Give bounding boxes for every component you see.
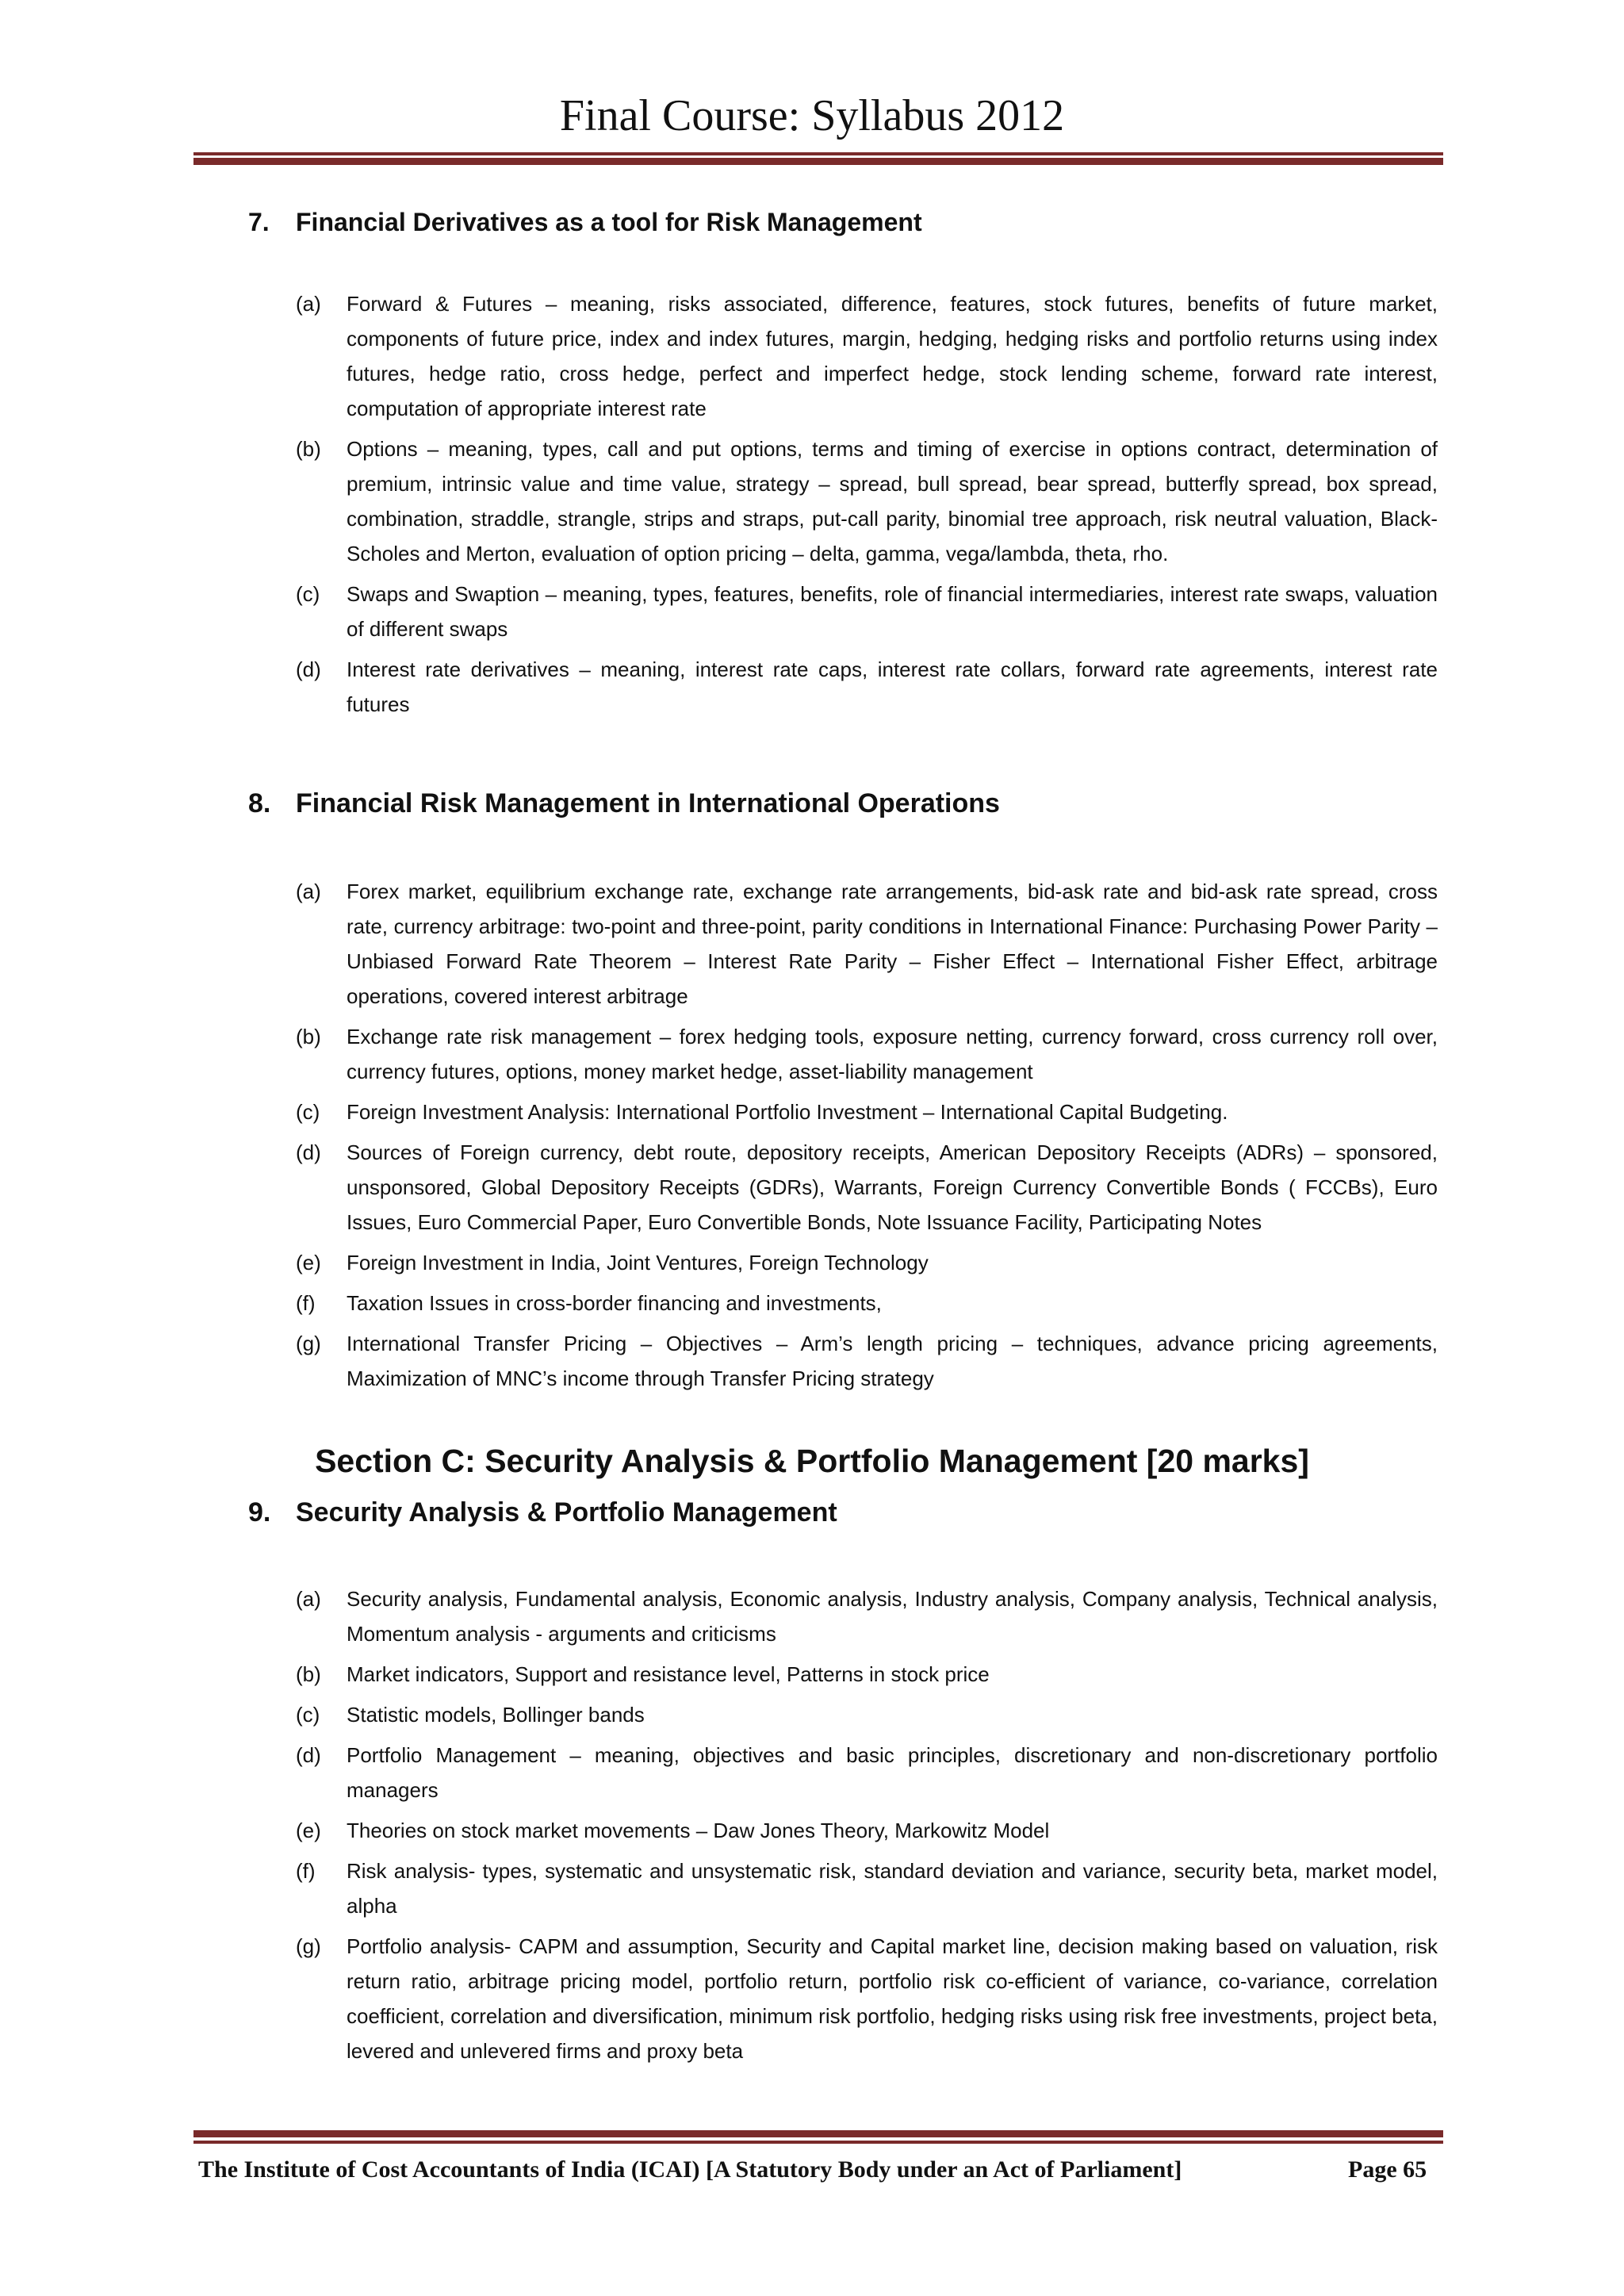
list-item: (g) Portfolio analysis- CAPM and assumption, Security and Capital market line, decision making based on valuation, risk return ratio, arbitrage pricing model, portfolio return, portfolio risk co-efficient of variance, co-variance, correlation coefficient, correlation and diversification, minimum risk portfolio, hedging risks using risk free investments, project beta, levered and unlevered firms and proxy beta	[296, 1934, 1438, 2063]
list-item: (d) Sources of Foreign currency, debt route, depository receipts, American Depository Receipts (ADRs) – sponsored, unsponsored, Global Depository Receipts (GDRs), Warrants, Foreign Currency Convertible Bonds ( FCCBs), Euro Issues, Euro Commercial Paper, Euro Convertible Bonds, Note Issuance Facility, Participating Notes	[296, 1140, 1438, 1234]
list-item: (a) Forex market, equilibrium exchange rate, exchange rate arrangements, bid-ask rate and bid-ask rate spread, cross rate, currency arbitrage: two-point and three-point, parity conditions in International Finance: Purchasing Power Parity – Unbiased Forward Rate Theorem – Interest Rate Parity – Fisher Effect – International Fisher Effect, arbitrage operations, covered interest arbitrage	[296, 880, 1438, 1008]
list-item: (f) Risk analysis- types, systematic and unsystematic risk, standard deviation and variance, security beta, market model, alpha	[296, 1859, 1438, 1918]
list-item: (d) Portfolio Management – meaning, objectives and basic principles, discretionary and non-discretionary portfolio managers	[296, 1743, 1438, 1802]
section-9-list	[296, 1581, 1438, 2074]
section-7-title: Financial Derivatives as a tool for Risk Management	[296, 208, 922, 236]
section-8-number: 8.	[248, 788, 271, 818]
list-item: (c) Foreign Investment Analysis: International Portfolio Investment – International Capital Budgeting.	[296, 1100, 1228, 1124]
section-9-title: Security Analysis & Portfolio Management	[296, 1497, 837, 1527]
page-title: Final Course: Syllabus 2012	[559, 91, 1065, 140]
section-c-heading: Section C: Security Analysis & Portfolio Management [20 marks]	[315, 1443, 1309, 1479]
list-item: (a) Security analysis, Fundamental analysis, Economic analysis, Industry analysis, Company analysis, Technical analysis, Momentum analysis - arguments and criticisms	[296, 1587, 1438, 1646]
header-rule-thin	[193, 152, 1443, 155]
list-item: (b) Exchange rate risk management – forex hedging tools, exposure netting, currency forward, cross currency roll over, currency futures, options, money market hedge, asset-liability management	[296, 1025, 1438, 1083]
list-item: (c) Statistic models, Bollinger bands	[296, 1703, 645, 1727]
section-7-list	[296, 286, 1438, 727]
section-8-title: Financial Risk Management in International Operations	[296, 788, 1000, 818]
list-item: (f) Taxation Issues in cross-border financing and investments,	[296, 1291, 882, 1315]
list-item: (a) Forward & Futures – meaning, risks associated, difference, features, stock futures, benefits of future market, components of future price, index and index futures, margin, hedging, hedging risks and portfolio returns using index futures, hedge ratio, cross hedge, perfect and imperfect hedge, stock lending scheme, forward rate interest, computation of appropriate interest rate	[296, 292, 1438, 420]
section-8-list	[296, 874, 1438, 1401]
section-7-number: 7.	[248, 208, 270, 236]
list-item: (e) Foreign Investment in India, Joint Ventures, Foreign Technology	[296, 1251, 929, 1274]
header-rule-thick	[193, 158, 1443, 165]
list-item: (b) Market indicators, Support and resistance level, Patterns in stock price	[296, 1662, 990, 1686]
footer-rule-thin	[193, 2141, 1443, 2144]
list-item: (e) Theories on stock market movements – Daw Jones Theory, Markowitz Model	[296, 1819, 1050, 1842]
footer-rule-thick	[193, 2130, 1443, 2137]
footer-page-number: Page 65	[1348, 2156, 1427, 2183]
list-item: (g) International Transfer Pricing – Objectives – Arm’s length pricing – techniques, advance pricing agreements, Maximization of MNC’s income through Transfer Pricing strategy	[296, 1332, 1438, 1390]
footer-institute: The Institute of Cost Accountants of India (ICAI) [A Statutory Body under an Act of Parliament]	[198, 2156, 1182, 2183]
list-item: (c) Swaps and Swaption – meaning, types, features, benefits, role of financial intermediaries, interest rate swaps, valuation of different swaps	[296, 582, 1438, 641]
list-item: (d) Interest rate derivatives – meaning, interest rate caps, interest rate collars, forward rate agreements, interest rate futures	[296, 657, 1438, 716]
section-9-number: 9.	[248, 1497, 271, 1527]
list-item: (b) Options – meaning, types, call and put options, terms and timing of exercise in options contract, determination of premium, intrinsic value and time value, strategy – spread, bull spread, bear spread, butterfly spread, box spread, combination, straddle, strangle, strips and straps, put-call parity, binomial tree approach, risk neutral valuation, Black-Scholes and Merton, evaluation of option pricing – delta, gamma, vega/lambda, theta, rho.	[296, 437, 1438, 565]
